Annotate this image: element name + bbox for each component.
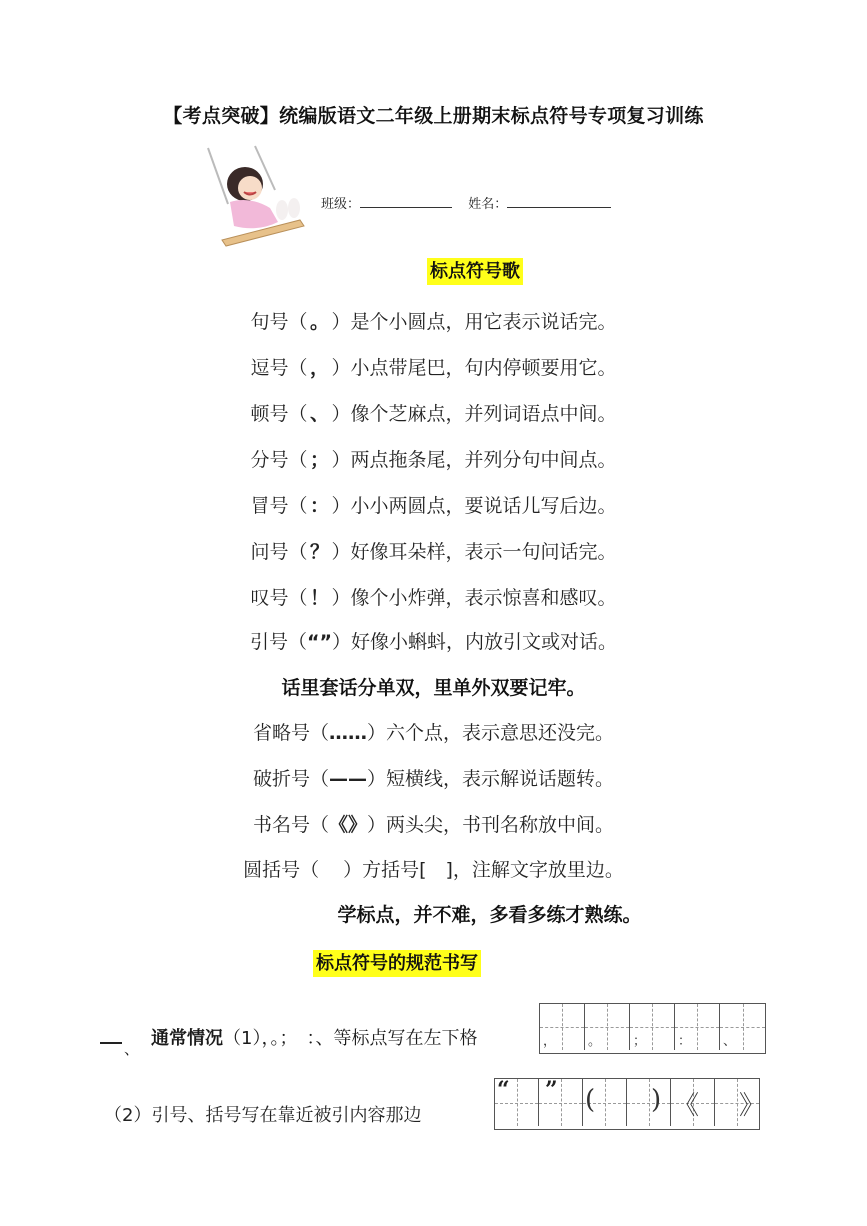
punctuation-mark: …… [329, 722, 367, 744]
punctuation-mark: ？ [309, 541, 329, 563]
punctuation-name: 句号（ [250, 311, 308, 333]
grid-punctuation: ： [678, 1034, 692, 1049]
punctuation-description: ）短横线，表示解说话题转。 [367, 768, 615, 790]
punctuation-name: 书名号（ [252, 814, 329, 836]
song-line [0, 307, 867, 334]
section-2-text: （2）引号、括号写在靠近被引内容那边 [104, 1105, 422, 1126]
punctuation-name: 顿号（ [250, 403, 308, 425]
punctuation-name: 圆括号（ [243, 859, 320, 881]
grid-punctuation: 。 [588, 1034, 602, 1049]
punctuation-description: ）是个小圆点，用它表示说话完。 [331, 311, 617, 333]
grid-cell [720, 1004, 765, 1050]
song-line [0, 491, 867, 518]
punctuation-mark: 。 [309, 311, 329, 333]
punctuation-description: ）像个芝麻点，并列词语点中间。 [331, 403, 617, 425]
punctuation-description: ）方括号[ ]，注解文字放里边。 [343, 859, 624, 881]
grid-cell [539, 1079, 583, 1126]
song-line [0, 810, 867, 837]
writing-grid-2 [494, 1077, 766, 1130]
song-line [0, 627, 867, 654]
punctuation-name: 省略号（ [252, 722, 329, 744]
grid-cell [495, 1079, 539, 1126]
grid-punctuation: 》 [739, 1091, 766, 1121]
section-1-text: （1），。； ：、等标点写在左下格 [223, 1028, 478, 1049]
girl-on-swing-illustration [200, 142, 310, 247]
grid-cell [630, 1004, 675, 1050]
punctuation-description: ）六个点，表示意思还没完。 [367, 722, 615, 744]
song-line [0, 399, 867, 426]
name-field[interactable] [507, 195, 611, 208]
punctuation-mark: “” [307, 631, 332, 653]
norms-title: 标点符号的规范书写 [313, 949, 481, 975]
song-line [0, 764, 867, 791]
grid-cell [585, 1004, 630, 1050]
student-info-form [321, 193, 611, 212]
punctuation-mark: ！ [309, 587, 329, 609]
punctuation-name: 引号（ [249, 631, 307, 653]
writing-grid-1 [539, 1003, 766, 1054]
punctuation-description: ）小点带尾巴，句内停顿要用它。 [331, 357, 617, 379]
punctuation-name: 破折号（ [252, 768, 329, 790]
song-line [0, 445, 867, 472]
punctuation-name: 分号（ [250, 449, 308, 471]
punctuation-mark: ： [309, 495, 329, 517]
punctuation-description: ）两头尖，书刊名称放中间。 [367, 814, 615, 836]
grid-punctuation: 、 [723, 1034, 737, 1049]
song-line: 学标点，并不难，多看多练才熟练。 [337, 904, 642, 926]
song-line [0, 537, 867, 564]
punctuation-description: ）小小两圆点，要说话儿写后边。 [331, 495, 617, 517]
grid-cell [540, 1004, 585, 1050]
punctuation-name: 叹号（ [250, 587, 308, 609]
document-title: 【考点突破】统编版语文二年级上册期末标点符号专项复习训练 [163, 105, 704, 127]
song-line [0, 855, 867, 882]
grid-cell [715, 1079, 766, 1126]
grid-cell [675, 1004, 720, 1050]
grid-cell [627, 1079, 671, 1126]
name-label: 姓名： [468, 197, 508, 212]
punctuation-mark: 、 [309, 403, 329, 425]
section-1: $_、$ 通常情况（1），。； ：、等标点写在左下格 [100, 1024, 477, 1050]
punctuation-mark: 《》 [328, 814, 367, 836]
punctuation-mark: —— [329, 768, 367, 790]
grid-punctuation: 《 [673, 1091, 700, 1121]
grid-punctuation: ( [585, 1085, 596, 1115]
punctuation-description: ）好像耳朵样，表示一句问话完。 [331, 541, 617, 563]
punctuation-mark: ； [309, 449, 329, 471]
grid-cell [671, 1079, 715, 1126]
punctuation-description: ）好像小蝌蚪，内放引文或对话。 [331, 631, 617, 653]
punctuation-description: ）两点拖条尾，并列分句中间点。 [331, 449, 617, 471]
grid-punctuation: ) [651, 1085, 662, 1115]
grid-punctuation: ” [545, 1077, 558, 1103]
song-line [0, 353, 867, 380]
grid-cell [583, 1079, 627, 1126]
grid-punctuation: ， [543, 1034, 557, 1049]
grid-punctuation: “ [497, 1077, 510, 1103]
punctuation-name: 问号（ [250, 541, 308, 563]
section-number-dash [100, 1042, 122, 1044]
song-title: 标点符号歌 [427, 257, 523, 283]
punctuation-description: ）像个小炸弹，表示惊喜和感叹。 [331, 587, 617, 609]
song-line [0, 583, 867, 610]
grid-punctuation: ； [633, 1034, 647, 1049]
section-1-heading: 通常情况 [151, 1028, 224, 1049]
punctuation-mark: ， [309, 357, 329, 379]
class-label: 班级： [321, 197, 361, 212]
class-field[interactable] [360, 195, 452, 208]
punctuation-name: 冒号（ [250, 495, 308, 517]
punctuation-name: 逗号（ [250, 357, 308, 379]
song-line: 话里套话分单双，里单外双要记牢。 [281, 677, 586, 699]
song-line [0, 718, 867, 745]
